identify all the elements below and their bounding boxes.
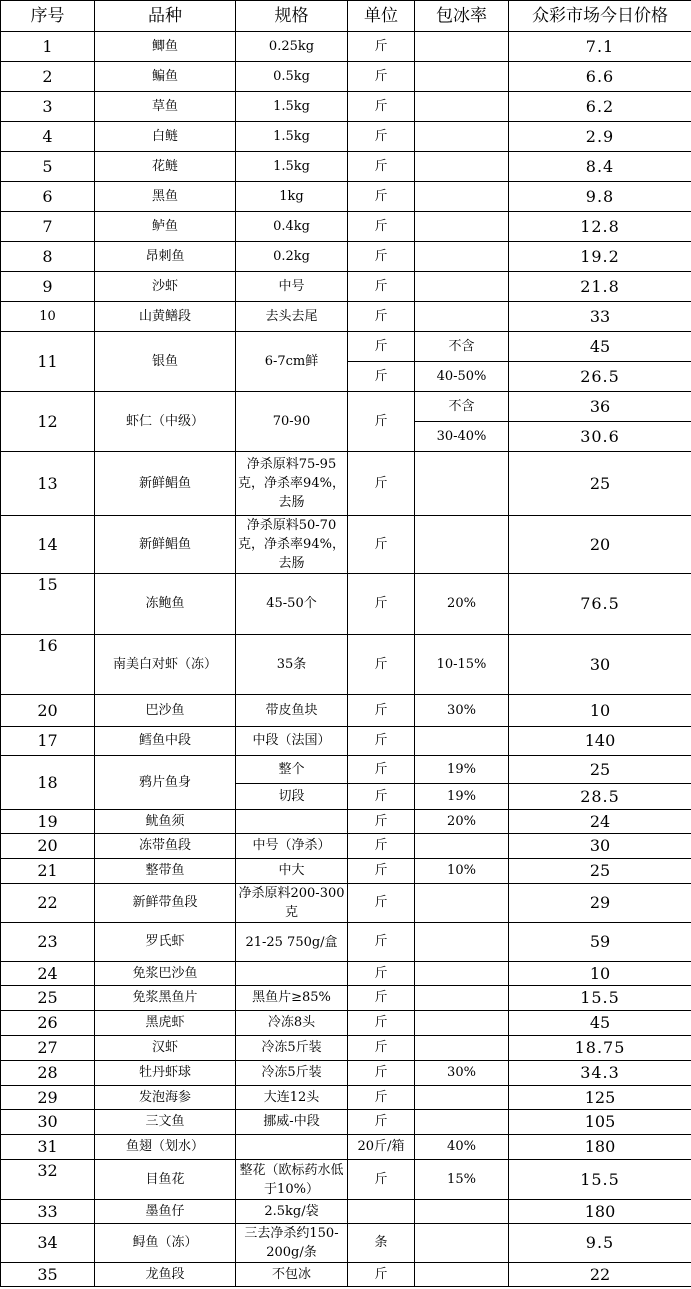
cell-ice <box>415 986 509 1011</box>
cell-unit: 20斤/箱 <box>348 1135 415 1160</box>
cell-ice <box>415 962 509 986</box>
cell-spec: 去头去尾 <box>236 302 348 332</box>
cell-spec: 0.2kg <box>236 242 348 272</box>
table-row <box>1 574 691 635</box>
cell-spec: 0.4kg <box>236 212 348 242</box>
cell-seq: 28 <box>1 1061 95 1086</box>
table-row <box>1 516 691 574</box>
table-row <box>1 182 691 212</box>
cell-name: 新鲜鲳鱼 <box>95 516 236 574</box>
cell-ice: 10% <box>415 859 509 884</box>
cell-ice: 15% <box>415 1160 509 1200</box>
cell-price: 12.8 <box>509 212 691 242</box>
cell-unit: 斤 <box>348 1160 415 1200</box>
cell-seq: 5 <box>1 152 95 182</box>
cell-name: 鲫鱼 <box>95 32 236 62</box>
table-row <box>1 1036 691 1061</box>
table-row <box>1 1011 691 1036</box>
cell-unit: 斤 <box>348 1036 415 1061</box>
cell-seq: 19 <box>1 810 95 834</box>
cell-ice <box>415 516 509 574</box>
cell-seq: 14 <box>1 516 95 574</box>
cell-seq: 13 <box>1 452 95 516</box>
table-row <box>1 810 691 834</box>
table-row <box>1 727 691 756</box>
table-row <box>1 986 691 1011</box>
cell-seq: 3 <box>1 92 95 122</box>
header-ice-rate: 包冰率 <box>415 1 509 32</box>
cell-spec: 2.5kg/袋 <box>236 1200 348 1224</box>
table-row <box>1 1160 691 1200</box>
cell-price: 29 <box>509 884 691 923</box>
cell-spec: 1kg <box>236 182 348 212</box>
cell-spec: 冷冻5斤装 <box>236 1036 348 1061</box>
cell-spec: 35条 <box>236 635 348 695</box>
cell-spec: 整个 <box>236 756 348 784</box>
cell-ice <box>415 242 509 272</box>
cell-price: 25 <box>509 756 691 784</box>
cell-spec: 70-90 <box>236 392 348 452</box>
cell-unit: 斤 <box>348 182 415 212</box>
cell-spec: 不包冰 <box>236 1263 348 1287</box>
cell-spec: 挪威-中段 <box>236 1110 348 1135</box>
cell-ice <box>415 122 509 152</box>
cell-price: 18.75 <box>509 1036 691 1061</box>
cell-name: 鱿鱼须 <box>95 810 236 834</box>
cell-spec: 1.5kg <box>236 92 348 122</box>
table-row <box>1 1110 691 1135</box>
cell-unit: 斤 <box>348 986 415 1011</box>
cell-unit: 斤 <box>348 1110 415 1135</box>
cell-spec <box>236 810 348 834</box>
table-row <box>1 242 691 272</box>
cell-spec: 0.5kg <box>236 62 348 92</box>
header-price: 众彩市场今日价格 <box>509 1 691 32</box>
cell-unit: 斤 <box>348 392 415 452</box>
cell-name: 牡丹虾球 <box>95 1061 236 1086</box>
cell-price: 19.2 <box>509 242 691 272</box>
cell-ice <box>415 32 509 62</box>
cell-spec: 带皮鱼块 <box>236 695 348 727</box>
table-row <box>1 1086 691 1110</box>
table-row <box>1 1061 691 1086</box>
cell-price: 59 <box>509 923 691 962</box>
cell-name: 黑虎虾 <box>95 1011 236 1036</box>
cell-ice: 19% <box>415 756 509 784</box>
cell-ice <box>415 1224 509 1263</box>
cell-price: 30 <box>509 635 691 695</box>
cell-price: 33 <box>509 302 691 332</box>
cell-spec: 1.5kg <box>236 152 348 182</box>
table-row <box>1 92 691 122</box>
table-row <box>1 332 691 362</box>
cell-spec <box>236 962 348 986</box>
cell-ice: 19% <box>415 784 509 810</box>
cell-unit: 斤 <box>348 212 415 242</box>
cell-seq: 6 <box>1 182 95 212</box>
cell-seq: 24 <box>1 962 95 986</box>
cell-name: 发泡海参 <box>95 1086 236 1110</box>
table-row <box>1 923 691 962</box>
cell-price: 22 <box>509 1263 691 1287</box>
cell-price: 25 <box>509 452 691 516</box>
cell-ice <box>415 727 509 756</box>
cell-ice: 30-40% <box>415 422 509 452</box>
cell-price: 10 <box>509 695 691 727</box>
cell-seq: 20 <box>1 695 95 727</box>
cell-name: 巴沙鱼 <box>95 695 236 727</box>
cell-spec: 整花（欧标药水低于10%） <box>236 1160 348 1200</box>
cell-spec: 1.5kg <box>236 122 348 152</box>
cell-seq: 11 <box>1 332 95 392</box>
cell-ice <box>415 884 509 923</box>
cell-spec: 净杀原料50-70克，净杀率94%，去肠 <box>236 516 348 574</box>
cell-seq: 31 <box>1 1135 95 1160</box>
cell-spec: 45-50个 <box>236 574 348 635</box>
cell-name: 鲈鱼 <box>95 212 236 242</box>
cell-price: 6.6 <box>509 62 691 92</box>
cell-seq: 16 <box>1 635 95 695</box>
cell-seq: 1 <box>1 32 95 62</box>
cell-ice: 10-15% <box>415 635 509 695</box>
cell-seq: 4 <box>1 122 95 152</box>
cell-name: 龙鱼段 <box>95 1263 236 1287</box>
table-row <box>1 834 691 859</box>
cell-price: 9.8 <box>509 182 691 212</box>
cell-name: 新鲜鲳鱼 <box>95 452 236 516</box>
cell-unit: 斤 <box>348 362 415 392</box>
cell-unit: 斤 <box>348 834 415 859</box>
table-row <box>1 122 691 152</box>
cell-spec: 6-7cm鲜 <box>236 332 348 392</box>
cell-ice <box>415 212 509 242</box>
cell-price: 15.5 <box>509 986 691 1011</box>
cell-ice <box>415 1011 509 1036</box>
cell-spec: 切段 <box>236 784 348 810</box>
cell-price: 45 <box>509 332 691 362</box>
table-row <box>1 635 691 695</box>
cell-seq: 30 <box>1 1110 95 1135</box>
cell-name: 南美白对虾（冻） <box>95 635 236 695</box>
cell-name: 鳊鱼 <box>95 62 236 92</box>
cell-name: 鳕鱼中段 <box>95 727 236 756</box>
table-row <box>1 1224 691 1263</box>
cell-unit: 斤 <box>348 122 415 152</box>
cell-name: 免浆黑鱼片 <box>95 986 236 1011</box>
cell-name: 鲟鱼（冻） <box>95 1224 236 1263</box>
cell-ice <box>415 923 509 962</box>
table-row <box>1 272 691 302</box>
cell-price: 20 <box>509 516 691 574</box>
cell-unit: 斤 <box>348 1263 415 1287</box>
cell-name: 银鱼 <box>95 332 236 392</box>
cell-spec: 中号（净杀） <box>236 834 348 859</box>
cell-spec: 净杀原料200-300克 <box>236 884 348 923</box>
table-row <box>1 1200 691 1224</box>
cell-ice <box>415 92 509 122</box>
cell-name: 墨鱼仔 <box>95 1200 236 1224</box>
cell-price: 30 <box>509 834 691 859</box>
cell-name: 黑鱼 <box>95 182 236 212</box>
cell-ice <box>415 272 509 302</box>
cell-seq: 35 <box>1 1263 95 1287</box>
cell-price: 26.5 <box>509 362 691 392</box>
cell-seq: 17 <box>1 727 95 756</box>
cell-ice: 20% <box>415 810 509 834</box>
table-row <box>1 392 691 422</box>
cell-seq: 27 <box>1 1036 95 1061</box>
cell-ice: 不含 <box>415 392 509 422</box>
cell-price: 76.5 <box>509 574 691 635</box>
table-row <box>1 212 691 242</box>
table-row <box>1 756 691 784</box>
cell-unit: 斤 <box>348 92 415 122</box>
cell-ice <box>415 1200 509 1224</box>
cell-unit: 斤 <box>348 302 415 332</box>
cell-spec <box>236 1135 348 1160</box>
header-seq: 序号 <box>1 1 95 32</box>
cell-name: 新鲜带鱼段 <box>95 884 236 923</box>
cell-ice <box>415 452 509 516</box>
cell-unit: 斤 <box>348 1086 415 1110</box>
cell-name: 冻鲍鱼 <box>95 574 236 635</box>
table-row <box>1 302 691 332</box>
cell-price: 36 <box>509 392 691 422</box>
cell-price: 140 <box>509 727 691 756</box>
cell-unit: 斤 <box>348 756 415 784</box>
cell-name: 目鱼花 <box>95 1160 236 1200</box>
cell-seq: 7 <box>1 212 95 242</box>
cell-name: 冻带鱼段 <box>95 834 236 859</box>
cell-unit: 斤 <box>348 727 415 756</box>
cell-seq: 10 <box>1 302 95 332</box>
cell-name: 整带鱼 <box>95 859 236 884</box>
cell-seq: 15 <box>1 574 95 635</box>
table-row <box>1 62 691 92</box>
table-row <box>1 962 691 986</box>
cell-unit: 斤 <box>348 574 415 635</box>
cell-name: 鱼翅（划水） <box>95 1135 236 1160</box>
cell-ice: 40% <box>415 1135 509 1160</box>
cell-unit: 斤 <box>348 62 415 92</box>
cell-unit: 斤 <box>348 272 415 302</box>
cell-price: 8.4 <box>509 152 691 182</box>
cell-spec: 冷冻8头 <box>236 1011 348 1036</box>
cell-price: 180 <box>509 1200 691 1224</box>
table-row <box>1 452 691 516</box>
cell-unit: 斤 <box>348 516 415 574</box>
cell-seq: 25 <box>1 986 95 1011</box>
header-row <box>1 1 691 32</box>
cell-ice <box>415 1263 509 1287</box>
cell-price: 15.5 <box>509 1160 691 1200</box>
cell-seq: 23 <box>1 923 95 962</box>
cell-spec: 中大 <box>236 859 348 884</box>
cell-seq: 12 <box>1 392 95 452</box>
cell-unit: 斤 <box>348 859 415 884</box>
cell-spec: 净杀原料75-95克，净杀率94%，去肠 <box>236 452 348 516</box>
cell-name: 沙虾 <box>95 272 236 302</box>
cell-seq: 22 <box>1 884 95 923</box>
table-row <box>1 884 691 923</box>
table-row <box>1 1263 691 1287</box>
cell-ice <box>415 302 509 332</box>
cell-ice <box>415 152 509 182</box>
cell-ice <box>415 1110 509 1135</box>
cell-spec: 中段（法国） <box>236 727 348 756</box>
cell-seq: 18 <box>1 756 95 810</box>
cell-name: 免浆巴沙鱼 <box>95 962 236 986</box>
cell-seq: 8 <box>1 242 95 272</box>
cell-name: 花鲢 <box>95 152 236 182</box>
cell-name: 鸦片鱼身 <box>95 756 236 810</box>
cell-ice: 40-50% <box>415 362 509 392</box>
cell-price: 9.5 <box>509 1224 691 1263</box>
cell-ice <box>415 1036 509 1061</box>
cell-spec: 黑鱼片≥85% <box>236 986 348 1011</box>
cell-name: 草鱼 <box>95 92 236 122</box>
cell-unit: 斤 <box>348 695 415 727</box>
cell-unit: 斤 <box>348 452 415 516</box>
cell-unit: 斤 <box>348 332 415 362</box>
cell-unit: 斤 <box>348 923 415 962</box>
cell-ice <box>415 182 509 212</box>
cell-name: 三文鱼 <box>95 1110 236 1135</box>
cell-unit: 斤 <box>348 1011 415 1036</box>
header-spec: 规格 <box>236 1 348 32</box>
cell-price: 6.2 <box>509 92 691 122</box>
table-row <box>1 32 691 62</box>
cell-price: 10 <box>509 962 691 986</box>
table-row <box>1 1135 691 1160</box>
cell-price: 105 <box>509 1110 691 1135</box>
cell-unit: 斤 <box>348 152 415 182</box>
cell-seq: 9 <box>1 272 95 302</box>
cell-seq: 32 <box>1 1160 95 1200</box>
cell-price: 21.8 <box>509 272 691 302</box>
cell-ice: 30% <box>415 1061 509 1086</box>
cell-price: 45 <box>509 1011 691 1036</box>
cell-price: 34.3 <box>509 1061 691 1086</box>
cell-ice: 30% <box>415 695 509 727</box>
cell-spec: 大连12头 <box>236 1086 348 1110</box>
header-name: 品种 <box>95 1 236 32</box>
table-row <box>1 859 691 884</box>
cell-ice <box>415 62 509 92</box>
cell-unit: 斤 <box>348 784 415 810</box>
cell-seq: 33 <box>1 1200 95 1224</box>
cell-price: 30.6 <box>509 422 691 452</box>
cell-spec: 三去净杀约150-200g/条 <box>236 1224 348 1263</box>
cell-name: 昂刺鱼 <box>95 242 236 272</box>
table-row <box>1 695 691 727</box>
cell-name: 白鲢 <box>95 122 236 152</box>
cell-unit: 斤 <box>348 635 415 695</box>
cell-unit: 条 <box>348 1224 415 1263</box>
cell-price: 2.9 <box>509 122 691 152</box>
cell-name: 罗氏虾 <box>95 923 236 962</box>
cell-ice: 20% <box>415 574 509 635</box>
cell-seq: 26 <box>1 1011 95 1036</box>
cell-unit: 斤 <box>348 32 415 62</box>
cell-spec: 中号 <box>236 272 348 302</box>
header-unit: 单位 <box>348 1 415 32</box>
cell-price: 24 <box>509 810 691 834</box>
cell-price: 25 <box>509 859 691 884</box>
cell-seq: 29 <box>1 1086 95 1110</box>
cell-unit: 斤 <box>348 1061 415 1086</box>
cell-price: 125 <box>509 1086 691 1110</box>
cell-spec: 21-25 750g/盒 <box>236 923 348 962</box>
cell-seq: 21 <box>1 859 95 884</box>
cell-name: 虾仁（中级） <box>95 392 236 452</box>
cell-price: 7.1 <box>509 32 691 62</box>
cell-name: 山黄鳝段 <box>95 302 236 332</box>
cell-ice <box>415 1086 509 1110</box>
cell-ice <box>415 834 509 859</box>
cell-spec: 冷冻5斤装 <box>236 1061 348 1086</box>
cell-unit: 斤 <box>348 884 415 923</box>
cell-ice: 不含 <box>415 332 509 362</box>
cell-seq: 34 <box>1 1224 95 1263</box>
table-row <box>1 152 691 182</box>
cell-unit: 斤 <box>348 810 415 834</box>
cell-name: 汉虾 <box>95 1036 236 1061</box>
cell-unit: 斤 <box>348 242 415 272</box>
cell-price: 28.5 <box>509 784 691 810</box>
cell-unit: 斤 <box>348 962 415 986</box>
cell-seq: 20 <box>1 834 95 859</box>
cell-spec: 0.25kg <box>236 32 348 62</box>
cell-unit <box>348 1200 415 1224</box>
cell-price: 180 <box>509 1135 691 1160</box>
cell-seq: 2 <box>1 62 95 92</box>
